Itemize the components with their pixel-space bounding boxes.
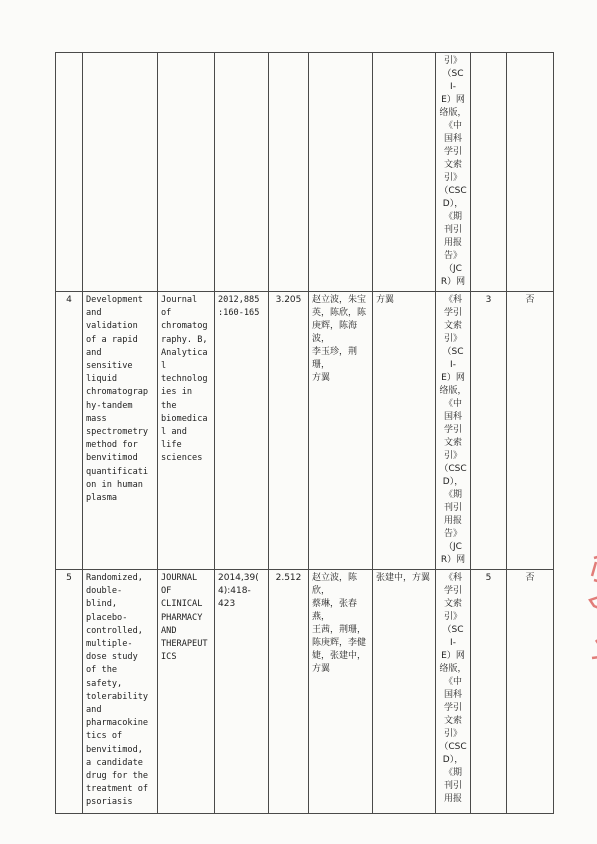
corresponding-author: 张建中，方翼 [373, 570, 436, 814]
publication-info [215, 53, 269, 292]
paper-title [83, 53, 158, 292]
citation-count: 3 [471, 292, 507, 570]
journal-name: JOURNAL OF CLINICAL PHARMACY AND THERAPEUT ICS [158, 570, 215, 814]
row-index: 5 [56, 570, 83, 814]
row-index [56, 53, 83, 292]
impact-factor: 2.512 [269, 570, 309, 814]
citation-count [471, 53, 507, 292]
journal-name: Journal of chromatog raphy. B, Analytica l technolog ies in the biomedica l and life sciences [158, 292, 215, 570]
red-seal-stamp-icon [568, 540, 597, 680]
flag-value: 否 [507, 570, 554, 814]
table-row [56, 570, 554, 814]
corresponding-author [373, 53, 436, 292]
flag-value: 否 [507, 292, 554, 570]
paper-title: Randomized, double- blind, placebo- controlled, multiple- dose study of the safety, tolerability and pharmacokine tics of benvitimod, a candidate drug for the treatment of psoriasis [83, 570, 158, 814]
author-list: 赵立波，朱宝 英，陈欣，陈 庚辉，陈海波， 李玉珍，荆珊， 方翼 [309, 292, 373, 570]
corresponding-author: 方翼 [373, 292, 436, 570]
index-databases: 《科 学引 文索 引》 （SC I- E）网 络版， 《中 国科 学引 文索 引》 （CSC D）， 《期 刊引 用报 告》 （JC R）网 [436, 292, 471, 570]
row-index: 4 [56, 292, 83, 570]
impact-factor: 3.205 [269, 292, 309, 570]
citation-count: 5 [471, 570, 507, 814]
author-list [309, 53, 373, 292]
impact-factor [269, 53, 309, 292]
index-databases: 《科 学引 文索 引》 （SC I- E）网 络版， 《中 国科 学引 文索 引》 （CSC D）， 《期 刊引 用报 [436, 570, 471, 814]
publication-info: 2014,39( 4):418- 423 [215, 570, 269, 814]
paper-title: Development and validation of a rapid and sensitive liquid chromatograp hy-tandem mass spectrometry method for benvitimod quantificati on in human plasma [83, 292, 158, 570]
flag-value [507, 53, 554, 292]
author-list: 赵立波，陈欣， 蔡琳，张春燕， 王茜，荆珊， 陈庚辉，李健 婕，张建中， 方翼 [309, 570, 373, 814]
publication-info: 2012,885 :160-165 [215, 292, 269, 570]
table-row [56, 292, 554, 570]
table-row [56, 53, 554, 292]
journal-name [158, 53, 215, 292]
index-databases: 引》 （SC I- E）网 络版， 《中 国科 学引 文索 引》 （CSC D）， 《期 刊引 用报 告》 （JC R）网 [436, 53, 471, 292]
achievements-table [55, 52, 554, 814]
